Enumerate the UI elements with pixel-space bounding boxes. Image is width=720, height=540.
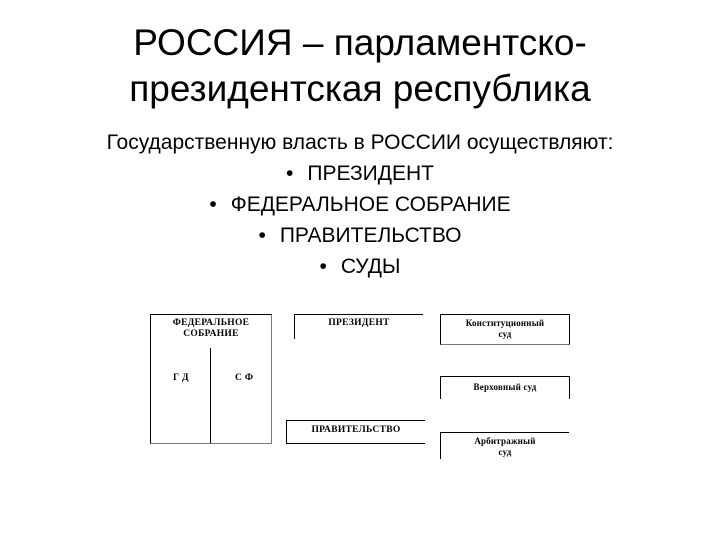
constitutional-court-line-1: Конституционный (465, 318, 545, 328)
constitutional-court-line-2: суд (498, 329, 512, 339)
president-label: ПРЕЗИДЕНТ (328, 318, 390, 328)
federation-council-label: С Ф (235, 373, 254, 383)
bullet-president: • ПРЕЗИДЕНТ (0, 158, 720, 189)
bullet-government: • ПРАВИТЕЛЬСТВО (0, 220, 720, 251)
subtitle: Государственную власть в РОССИИ осуществляют: (106, 131, 614, 154)
government-box (286, 420, 425, 444)
supreme-court-label: Верховный суд (473, 382, 537, 392)
arbitration-court-label (441, 433, 569, 458)
federal-assembly-title-line-2: СОБРАНИЕ (183, 329, 239, 339)
state-duma-label: Г Д (173, 373, 189, 383)
constitutional-court-label (441, 315, 569, 340)
title-line-1: РОССИЯ – парламентско- (133, 22, 587, 63)
supreme-court-box (440, 376, 570, 399)
federal-assembly-title (151, 318, 271, 340)
arbitration-court-box (440, 432, 569, 459)
arbitration-court-line-2: суд (498, 447, 512, 457)
bullet-courts: • СУДЫ (0, 251, 720, 282)
bullet-federal-assembly: • ФЕДЕРАЛЬНОЕ СОБРАНИЕ (0, 189, 720, 220)
slide-title (0, 20, 720, 112)
arbitration-court-line-1: Арбитражный (474, 436, 536, 446)
constitutional-court-box (440, 314, 570, 345)
government-label: ПРАВИТЕЛЬСТВО (311, 425, 401, 435)
chamber-divider (210, 348, 211, 443)
federal-assembly-title-line-1: ФЕДЕРАЛЬНОЕ (172, 318, 250, 328)
president-box (294, 314, 423, 339)
power-bullet-list (0, 158, 720, 282)
federal-assembly-box (150, 314, 272, 444)
title-line-2: президентская республика (129, 68, 591, 109)
